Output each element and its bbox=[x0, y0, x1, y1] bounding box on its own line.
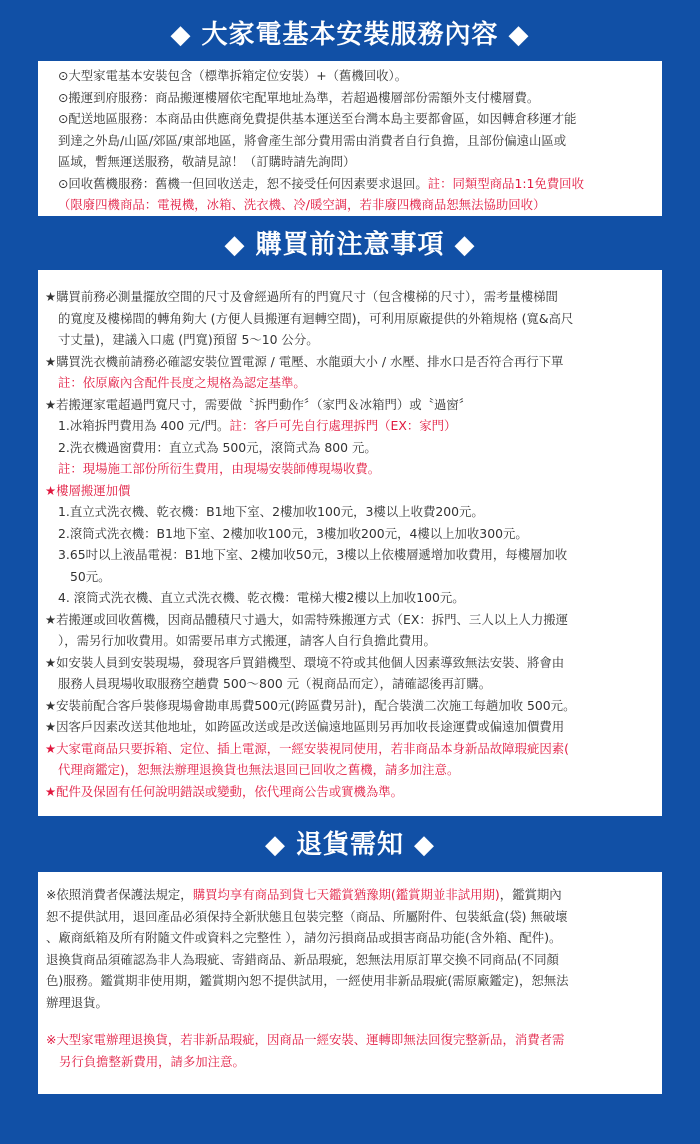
text-line bbox=[58, 173, 662, 195]
body-text: 辦理退貨。 bbox=[46, 994, 108, 1010]
body-text: ⊙大型家電基本安裝包含（標準拆箱定位安裝）+（舊機回收）。 bbox=[58, 68, 408, 83]
text-line bbox=[45, 673, 662, 695]
body-text: ，鑑賞期內 bbox=[499, 887, 562, 902]
text-line bbox=[46, 927, 662, 949]
text-line bbox=[46, 884, 662, 906]
highlight-text: 註：客戶可先自行處理拆門（EX：家門） bbox=[229, 418, 457, 433]
highlight-text: （限廢四機商品：電視機，冰箱、洗衣機、冷/暖空調，若非廢四機商品恕無法協助回收） bbox=[58, 197, 546, 212]
text-line bbox=[45, 652, 662, 674]
text-line bbox=[45, 329, 662, 351]
installation-service-panel bbox=[38, 61, 662, 216]
text-line bbox=[45, 695, 662, 717]
body-text: 2.滾筒式洗衣機：B1地下室、2樓加收100元，3樓加收200元，4樓以上加收300元。 bbox=[58, 525, 528, 541]
text-line bbox=[45, 566, 662, 588]
section-title-installation-service: ◆ 大家電基本安裝服務內容 ◆ bbox=[170, 20, 530, 50]
body-text: ★若搬運家電超過門寬尺寸，需要做〝拆門動作〞（家門＆冰箱門）或〝過窗〞 bbox=[45, 396, 472, 412]
text-line bbox=[45, 394, 662, 416]
text-line bbox=[58, 65, 662, 87]
body-text: 到達之外島/山區/郊區/東部地區，將會產生部分費用需由消費者自行負擔，且部份偏遠山區或 bbox=[58, 132, 567, 148]
body-text: ⊙回收舊機服務：舊機一但回收送走，恕不接受任何因素要求退回。 bbox=[58, 175, 428, 191]
highlight-text: 註：現場施工部份所衍生費用，由現場安裝師傅現場收費。 bbox=[58, 461, 381, 476]
text-line bbox=[45, 716, 662, 738]
highlight-text: 註：同類型商品1:1免費回收 bbox=[427, 175, 584, 191]
body-text: ★安裝前配合客戶裝修現場會勘車馬費500元(跨區費另計)，配合裝潢二次施工每趟加收 500元。 bbox=[45, 697, 576, 713]
text-line bbox=[45, 286, 662, 308]
body-text: 3.65吋以上液晶電視：B1地下室、2樓加收50元，3樓以上依樓層遞增加收費用，每樓層加收 bbox=[58, 547, 568, 562]
text-line bbox=[58, 87, 662, 109]
text-line bbox=[46, 992, 662, 1014]
highlight-text: 另行負擔整新費用，請多加注意。 bbox=[59, 1053, 245, 1069]
body-text: 區域，暫無運送服務，敬請見諒！（訂購時請先詢問） bbox=[58, 154, 356, 169]
section-title-pre-purchase-notes: ◆ 購買前注意事項 ◆ bbox=[224, 230, 476, 260]
text-line bbox=[45, 458, 662, 480]
return-policy-panel bbox=[38, 872, 662, 1094]
body-text: ），需另行加收費用。如需要吊車方式搬運，請客人自行負擔此費用。 bbox=[58, 633, 436, 648]
text-line bbox=[45, 544, 662, 566]
text-line bbox=[46, 1051, 662, 1073]
body-text: 服務人員現場收取服務空趟費 500～800 元（視商品而定），請確認後再訂購。 bbox=[58, 676, 492, 691]
body-text: ★如安裝人員到安裝現場，發現客戶買錯機型、環境不符或其他個人因素導致無法安裝、將會由 bbox=[45, 654, 565, 670]
body-text: ★因客戶因素改送其他地址，如跨區改送或是改送偏遠地區則另再加收長途運費或偏遠加價費用 bbox=[45, 719, 565, 734]
text-line bbox=[45, 351, 662, 373]
body-text: 1.直立式洗衣機、乾衣機：B1地下室、2樓加收100元，3樓以上收費200元。 bbox=[58, 504, 484, 519]
highlight-text: 代理商鑑定)，恕無法辦理退換貨也無法退回已回收之舊機，請多加注意。 bbox=[58, 762, 460, 777]
section-title-return-policy: ◆ 退貨需知 ◆ bbox=[264, 830, 436, 860]
body-text: ★購買前務必測量擺放空間的尺寸及會經過所有的門寬尺寸（包含樓梯的尺寸），需考量樓梯間 bbox=[45, 289, 558, 304]
body-text: 退換貨商品須確認為非人為瑕疵、寄錯商品、新品瑕疵，恕無法用原訂單交換不同商品(不同顏 bbox=[46, 951, 559, 967]
highlight-text: ★大家電商品只要拆箱、定位、插上電源，一經安裝視同使用，若非商品本身新品故障瑕疵因素( bbox=[45, 740, 569, 756]
body-text: 寸丈量)，建議入口處 (門寬)預留 5～10 公分。 bbox=[58, 332, 319, 347]
text-line bbox=[45, 630, 662, 652]
highlight-text: ※大型家電辦理退換貨，若非新品瑕疵，因商品一經安裝、運轉即無法回復完整新品，消費者需 bbox=[46, 1032, 565, 1047]
text-line bbox=[46, 970, 662, 992]
text-line bbox=[58, 108, 662, 130]
text-line bbox=[45, 437, 662, 459]
body-text: 50元。 bbox=[70, 568, 111, 584]
text-line bbox=[46, 1029, 662, 1051]
body-text: 、廠商紙箱及所有附隨文件或資料之完整性 ），請勿污損商品或損害商品功能(含外箱、配件)。 bbox=[46, 930, 562, 945]
text-line bbox=[45, 480, 662, 502]
text-line bbox=[46, 949, 662, 971]
text-line bbox=[46, 906, 662, 928]
text-line bbox=[45, 415, 662, 437]
body-text: 1.冰箱拆門費用為 400 元/門。 bbox=[58, 418, 230, 433]
body-text: ★若搬運或回收舊機，因商品體積尺寸過大，如需特殊搬運方式（EX：拆門、三人以上人力搬運 bbox=[45, 611, 569, 627]
body-text: 2.洗衣機過窗費用：直立式為 500元，滾筒式為 800 元。 bbox=[58, 439, 377, 455]
text-line bbox=[45, 759, 662, 781]
body-text: 4. 滾筒式洗衣機、直立式洗衣機、乾衣機：電梯大樓2樓以上加收100元。 bbox=[58, 590, 465, 605]
text-line bbox=[58, 194, 662, 216]
body-text: ※依照消費者保護法規定， bbox=[46, 887, 193, 902]
highlight-text: ★配件及保固有任何說明錯誤或變動，依代理商公告或實機為準。 bbox=[45, 783, 404, 799]
text-line bbox=[45, 587, 662, 609]
text-line bbox=[45, 738, 662, 760]
pre-purchase-notes-panel bbox=[38, 270, 662, 816]
text-line bbox=[58, 151, 662, 173]
body-text: ★購買洗衣機前請務必確認安裝位置電源 / 電壓、水龍頭大小 / 水壓、排水口是否符合再行下單 bbox=[45, 353, 564, 369]
text-line bbox=[45, 372, 662, 394]
highlight-text: 註：依原廠內含配件長度之規格為認定基準。 bbox=[58, 375, 306, 390]
text-line bbox=[58, 130, 662, 152]
body-text: 色)服務。鑑賞期非使用期，鑑賞期內恕不提供試用，一經使用非新品瑕疵(需原廠鑑定)，恕無法 bbox=[46, 973, 569, 988]
text-line bbox=[45, 609, 662, 631]
body-text: ⊙搬運到府服務：商品搬運樓層依宅配單地址為準，若超過樓層部份需額外支付樓層費。 bbox=[58, 89, 540, 105]
text-line bbox=[45, 501, 662, 523]
body-text: 的寬度及樓梯間的轉角夠大 (方便人員搬運有迴轉空間)，可利用原廠提供的外箱規格 (寬&高尺 bbox=[58, 310, 574, 326]
body-text: ⊙配送地區服務：本商品由供應商免費提供基本運送至台灣本島主要都會區，如因轉倉移運才能 bbox=[58, 111, 577, 126]
body-text: 恕不提供試用，退回產品必須保持全新狀態且包裝完整（商品、所屬附件、包裝紙盒(袋) 無破壞 bbox=[46, 908, 568, 924]
highlight-text: 購買均享有商品到貨七天鑑賞猶豫期(鑑賞期並非試用期) bbox=[192, 887, 500, 902]
text-line bbox=[45, 781, 662, 803]
text-line bbox=[45, 523, 662, 545]
highlight-text: ★樓層搬運加價 bbox=[45, 482, 131, 498]
text-line bbox=[45, 308, 662, 330]
